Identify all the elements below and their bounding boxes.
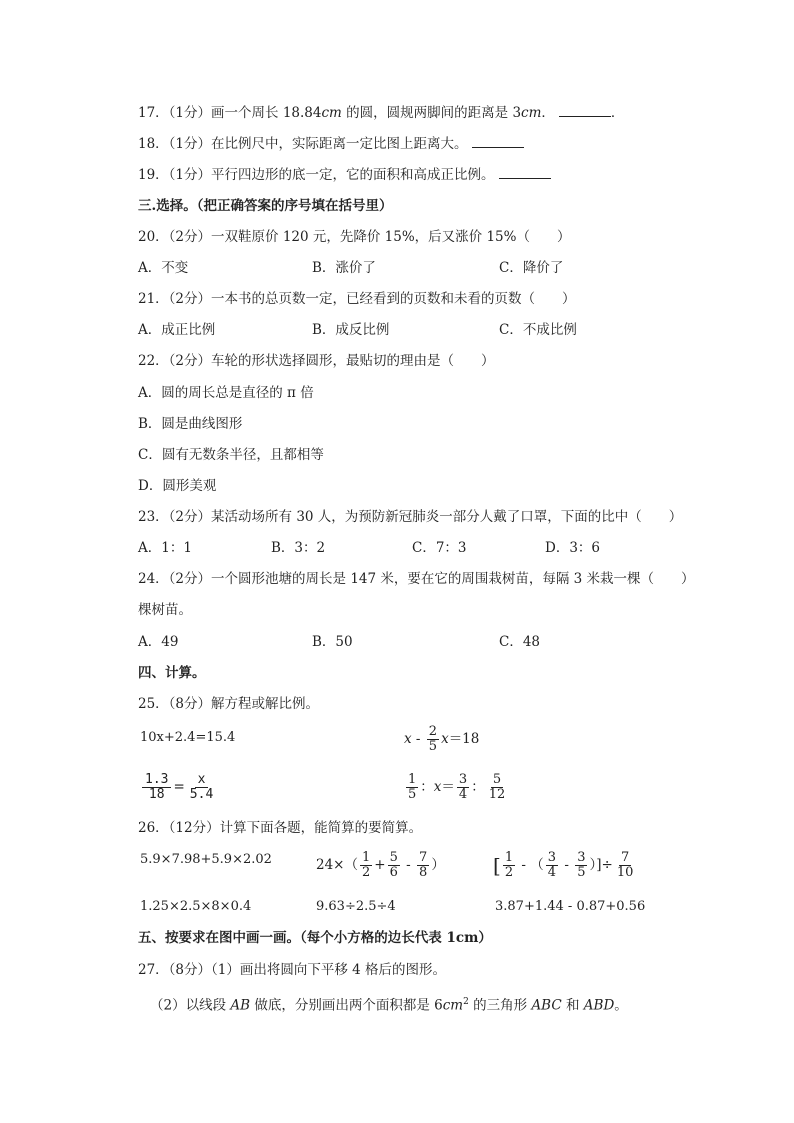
denominator: 5 bbox=[428, 739, 438, 754]
fraction bbox=[503, 851, 515, 880]
question-text: （2）以线段 bbox=[150, 997, 231, 1014]
numerator: 1.3 bbox=[142, 773, 171, 788]
option-a[interactable]: A．49 bbox=[138, 634, 179, 650]
question-25 bbox=[138, 695, 319, 713]
option-c[interactable]: C．圆有无数条半径，且都相等 bbox=[138, 447, 324, 463]
question-number: 20．（2分） bbox=[138, 229, 212, 245]
option-d[interactable]: D．3：6 bbox=[545, 540, 601, 556]
operator: ： bbox=[420, 779, 434, 795]
denominator: 4 bbox=[458, 787, 468, 802]
section-4-heading: 四、计算。 bbox=[138, 665, 206, 681]
fraction bbox=[142, 773, 171, 802]
exponent: 2 bbox=[463, 997, 469, 1007]
numerator: x bbox=[195, 773, 209, 788]
operator: - bbox=[560, 857, 574, 873]
numerator: 3 bbox=[577, 850, 586, 865]
answer-blank[interactable] bbox=[559, 104, 611, 117]
operator: = bbox=[173, 779, 185, 795]
equation-2 bbox=[404, 724, 479, 754]
triangle-label: ABC bbox=[531, 997, 562, 1014]
fraction bbox=[546, 851, 558, 880]
question-text: 解方程或解比例。 bbox=[211, 696, 320, 712]
numerator: 7 bbox=[419, 850, 428, 865]
question-text: ． bbox=[541, 105, 555, 121]
denominator: 2 bbox=[504, 865, 514, 880]
denominator: 10 bbox=[616, 865, 634, 880]
option-c[interactable]: C．48 bbox=[499, 634, 541, 650]
option-a[interactable]: A．成正比例 bbox=[138, 322, 216, 338]
numerator: 2 bbox=[428, 724, 438, 739]
fraction bbox=[615, 851, 636, 880]
numerator: 1 bbox=[362, 850, 371, 865]
option-c[interactable]: C．降价了 bbox=[499, 260, 564, 276]
variable: x bbox=[441, 731, 449, 747]
numerator: 3 bbox=[547, 850, 557, 865]
denominator: 5 bbox=[408, 787, 417, 802]
question-19 bbox=[138, 166, 551, 184]
numerator: 5 bbox=[389, 850, 398, 865]
expression-6: 3.87+1.44 - 0.87+0.56 bbox=[495, 899, 646, 914]
expression-text: - （ bbox=[517, 857, 544, 873]
denominator: 5 bbox=[577, 865, 586, 880]
expression-1: 5.9×7.98+5.9×2.02 bbox=[140, 852, 272, 867]
question-27-part-2 bbox=[150, 993, 628, 1015]
equation-4 bbox=[404, 770, 509, 804]
question-text: 在比例尺中，实际距离一定比图上距离大。 bbox=[211, 136, 468, 152]
section-3-heading: 三.选择。（把正确答案的序号填在括号里） bbox=[138, 198, 393, 214]
fraction bbox=[457, 773, 469, 802]
operator: + bbox=[374, 857, 386, 873]
denominator: 12 bbox=[488, 787, 506, 802]
question-17 bbox=[138, 104, 624, 122]
question-number: 18．（1分） bbox=[138, 136, 212, 152]
numerator: 5 bbox=[492, 772, 502, 787]
fraction bbox=[406, 773, 418, 802]
question-number: 24．（2分） bbox=[138, 571, 212, 587]
option-d[interactable]: D．圆形美观 bbox=[138, 478, 217, 494]
fraction bbox=[487, 773, 508, 802]
question-number: 27．（8分） bbox=[138, 962, 212, 978]
question-23 bbox=[138, 508, 682, 526]
question-number: 19．（1分） bbox=[138, 167, 212, 183]
option-a[interactable]: A．1：1 bbox=[138, 540, 192, 556]
expression-5: 9.63÷2.5÷4 bbox=[316, 899, 396, 914]
fraction bbox=[417, 851, 429, 880]
expression-3 bbox=[493, 848, 637, 883]
question-18 bbox=[138, 135, 524, 153]
question-number: 25．（8分） bbox=[138, 696, 212, 712]
question-text: （1）画出将圆向下平移 4 格后的图形。 bbox=[211, 962, 447, 978]
equation-rest: ＝18 bbox=[448, 731, 480, 747]
question-text: 某活动场所有 30 人，为预防新冠肺炎一部分人戴了口罩，下面的比中（ ） bbox=[211, 509, 683, 525]
question-text: 画一个周长 18.84 bbox=[211, 105, 322, 121]
unit: cm bbox=[442, 997, 464, 1014]
question-text: 一本书的总页数一定，已经看到的页数和未看的页数（ ） bbox=[211, 291, 576, 307]
denominator: 18 bbox=[148, 787, 165, 802]
question-24 bbox=[138, 570, 695, 588]
option-c[interactable]: C．不成比例 bbox=[499, 322, 577, 338]
variable: x bbox=[433, 779, 442, 795]
option-b[interactable]: B．成反比例 bbox=[312, 322, 390, 338]
expression-text: ） bbox=[431, 857, 445, 873]
fraction bbox=[427, 725, 439, 754]
expression-2 bbox=[316, 848, 445, 882]
fraction bbox=[360, 851, 372, 880]
question-text: 做底，分别画出两个面积都是 6 bbox=[250, 997, 443, 1014]
question-number: 23．（2分） bbox=[138, 509, 212, 525]
question-24-continued: 棵树苗。 bbox=[138, 602, 192, 618]
answer-blank[interactable] bbox=[499, 166, 551, 179]
question-number: 26．（12分） bbox=[138, 820, 220, 836]
question-20 bbox=[138, 228, 570, 246]
question-26 bbox=[138, 819, 422, 837]
question-text: 和 bbox=[561, 997, 584, 1014]
variable: x bbox=[404, 731, 412, 747]
question-text: 平行四边形的底一定，它的面积和高成正比例。 bbox=[211, 167, 495, 183]
equation-1: 10x+2.4=15.4 bbox=[140, 730, 236, 745]
option-b[interactable]: B．50 bbox=[312, 634, 353, 650]
operator: ： bbox=[471, 779, 485, 795]
unit: cm bbox=[521, 105, 542, 121]
fraction bbox=[187, 773, 216, 802]
option-b[interactable]: B．涨价了 bbox=[312, 260, 376, 276]
option-a[interactable]: A．圆的周长总是直径的 π 倍 bbox=[138, 385, 314, 401]
bracket: [ bbox=[493, 853, 501, 878]
question-21 bbox=[138, 290, 576, 308]
expression-text: ）]÷ bbox=[589, 857, 613, 873]
option-a[interactable]: A．不变 bbox=[138, 260, 189, 276]
triangle-label: ABD bbox=[583, 997, 615, 1014]
denominator: 4 bbox=[547, 865, 557, 880]
operator: - bbox=[411, 731, 425, 747]
question-text: 的三角形 bbox=[468, 997, 532, 1014]
denominator: 2 bbox=[362, 865, 371, 880]
unit: cm bbox=[321, 105, 342, 121]
section-5-heading: 五、按要求在图中画一画。（每个小方格的边长代表 1cm） bbox=[138, 930, 492, 946]
expression-text: 24×（ bbox=[316, 857, 358, 873]
numerator: 1 bbox=[504, 850, 514, 865]
question-text: 的圆，圆规两脚间的距离是 3 bbox=[341, 105, 522, 121]
segment-label: AB bbox=[230, 997, 251, 1014]
denominator: 6 bbox=[389, 865, 398, 880]
numerator: 1 bbox=[408, 772, 417, 787]
question-text: 车轮的形状选择圆形，最贴切的理由是（ ） bbox=[211, 353, 495, 369]
question-text: ． bbox=[610, 105, 625, 121]
question-number: 21．（2分） bbox=[138, 291, 212, 307]
numerator: 7 bbox=[620, 850, 630, 865]
question-text: 一双鞋原价 120 元，先降价 15%，后又涨价 15%（ ） bbox=[211, 229, 571, 245]
question-number: 17．（1分） bbox=[138, 105, 212, 121]
question-27 bbox=[138, 961, 446, 979]
denominator: 5.4 bbox=[189, 787, 214, 802]
question-22 bbox=[138, 352, 495, 370]
expression-4: 1.25×2.5×8×0.4 bbox=[140, 899, 252, 914]
answer-blank[interactable] bbox=[472, 135, 524, 148]
option-b[interactable]: B．圆是曲线图形 bbox=[138, 416, 243, 432]
fraction bbox=[388, 851, 400, 880]
numerator: 3 bbox=[458, 772, 468, 787]
operator: - bbox=[401, 857, 416, 873]
fraction bbox=[575, 851, 587, 880]
question-text: 计算下面各题，能简算的要简算。 bbox=[219, 820, 423, 836]
question-text: 一个圆形池塘的周长是 147 米，要在它的周围栽树苗，每隔 3 米栽一棵（ ） bbox=[211, 571, 695, 587]
option-b[interactable]: B．3：2 bbox=[271, 540, 326, 556]
operator: ＝ bbox=[441, 779, 455, 795]
option-c[interactable]: C．7：3 bbox=[412, 540, 467, 556]
denominator: 8 bbox=[419, 865, 428, 880]
question-number: 22．（2分） bbox=[138, 353, 212, 369]
question-text: 。 bbox=[614, 997, 628, 1014]
equation-3 bbox=[140, 770, 218, 804]
